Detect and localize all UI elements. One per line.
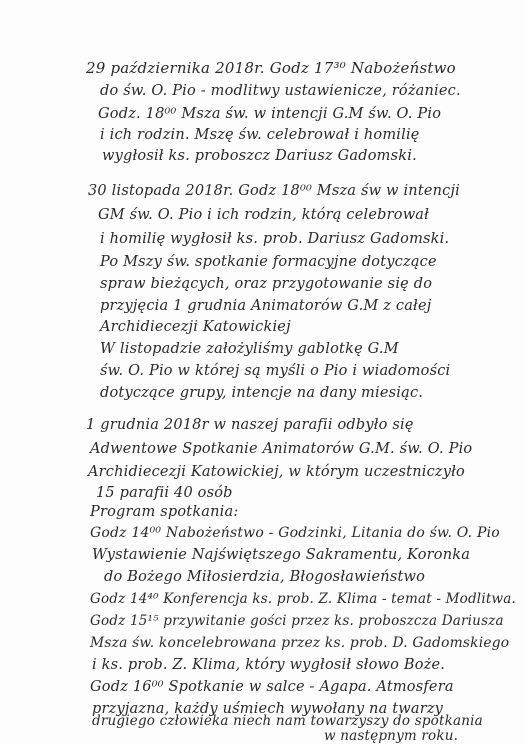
entry-30-november-line-3: i homilię wygłosił ks. prob. Dariusz Gadomski.: [100, 231, 450, 247]
entry-30-november-line-4: Po Mszy św. spotkanie formacyjne dotyczące: [100, 254, 437, 270]
entry-30-november-line-8: W listopadzie założyliśmy gablotkę G.M: [100, 341, 399, 357]
entry-1-december-line-15: drugiego człowieka niech nam towarzyszy do spotkania: [92, 713, 483, 729]
entry-1-december-line-13: Godz 16⁰⁰ Spotkanie w salce - Agapa. Atmosfera: [90, 679, 454, 695]
entry-30-november-line-7: Archidiecezji Katowickiej: [100, 319, 291, 335]
entry-30-november-line-9: św. O. Pio w której są myśli o Pio i wiadomości: [100, 363, 451, 379]
entry-1-december-line-8: do Bożego Miłosierdzia, Błogosławieństwo: [104, 569, 426, 585]
entry-30-november-line-1: 30 listopada 2018r. Godz 18⁰⁰ Msza św w intencji: [88, 183, 461, 199]
entry-29-october-line-3: Godz. 18⁰⁰ Msza św. w intencji G.M św. O. Pio: [98, 106, 442, 122]
entry-1-december-line-14: przyjazna, każdy uśmiech wywołany na twarzy: [92, 701, 444, 717]
entry-30-november-line-10: dotyczące grupy, intencje na dany miesiąc.: [100, 385, 424, 401]
entry-1-december-line-16: w następnym roku.: [324, 728, 459, 744]
entry-1-december-line-3: Archidiecezji Katowickiej, w którym uczestniczyło: [88, 464, 465, 480]
entry-29-october-line-1: 29 października 2018r. Godz 17³⁰ Nabożeństwo: [86, 59, 456, 77]
entry-1-december-line-5: Program spotkania:: [90, 504, 239, 520]
entry-29-october-line-5: wygłosił ks. proboszcz Dariusz Gadomski.: [102, 148, 417, 164]
entry-1-december-line-4: 15 parafii 40 osób: [96, 485, 233, 501]
entry-1-december-line-10: Godz 15¹⁵ przywitanie gości przez ks. proboszcza Dariusza: [90, 613, 504, 629]
entry-30-november-line-5: spraw bieżących, oraz przygotowanie się do: [100, 276, 433, 292]
entry-1-december-line-2: Adwentowe Spotkanie Animatorów G.M. św. O. Pio: [90, 441, 473, 457]
entry-1-december-line-7: Wystawienie Najświętszego Sakramentu, Koronka: [92, 547, 471, 563]
entry-1-december-line-11: Msza św. koncelebrowana przez ks. prob. D. Gadomskiego: [90, 635, 510, 651]
entry-1-december-line-12: i ks. prob. Z. Klima, który wygłosił słowo Boże.: [92, 657, 446, 673]
entry-29-october-line-2: do św. O. Pio - modlitwy ustawienicze, różaniec.: [100, 83, 461, 99]
entry-1-december-line-6: Godz 14⁰⁰ Nabożeństwo - Godzinki, Litania do św. O. Pio: [90, 525, 500, 541]
entry-1-december-line-9: Godz 14⁴⁰ Konferencja ks. prob. Z. Klima - temat - Modlitwa.: [90, 591, 516, 607]
entry-30-november-line-2: GM św. O. Pio i ich rodzin, którą celebrował: [98, 207, 430, 223]
entry-29-october-line-4: i ich rodzin. Mszę św. celebrował i homilię: [100, 127, 420, 143]
entry-1-december-line-1: 1 grudnia 2018r w naszej parafii odbyło się: [86, 417, 414, 433]
entry-30-november-line-6: przyjęcia 1 grudnia Animatorów G.M z całej: [100, 298, 432, 314]
